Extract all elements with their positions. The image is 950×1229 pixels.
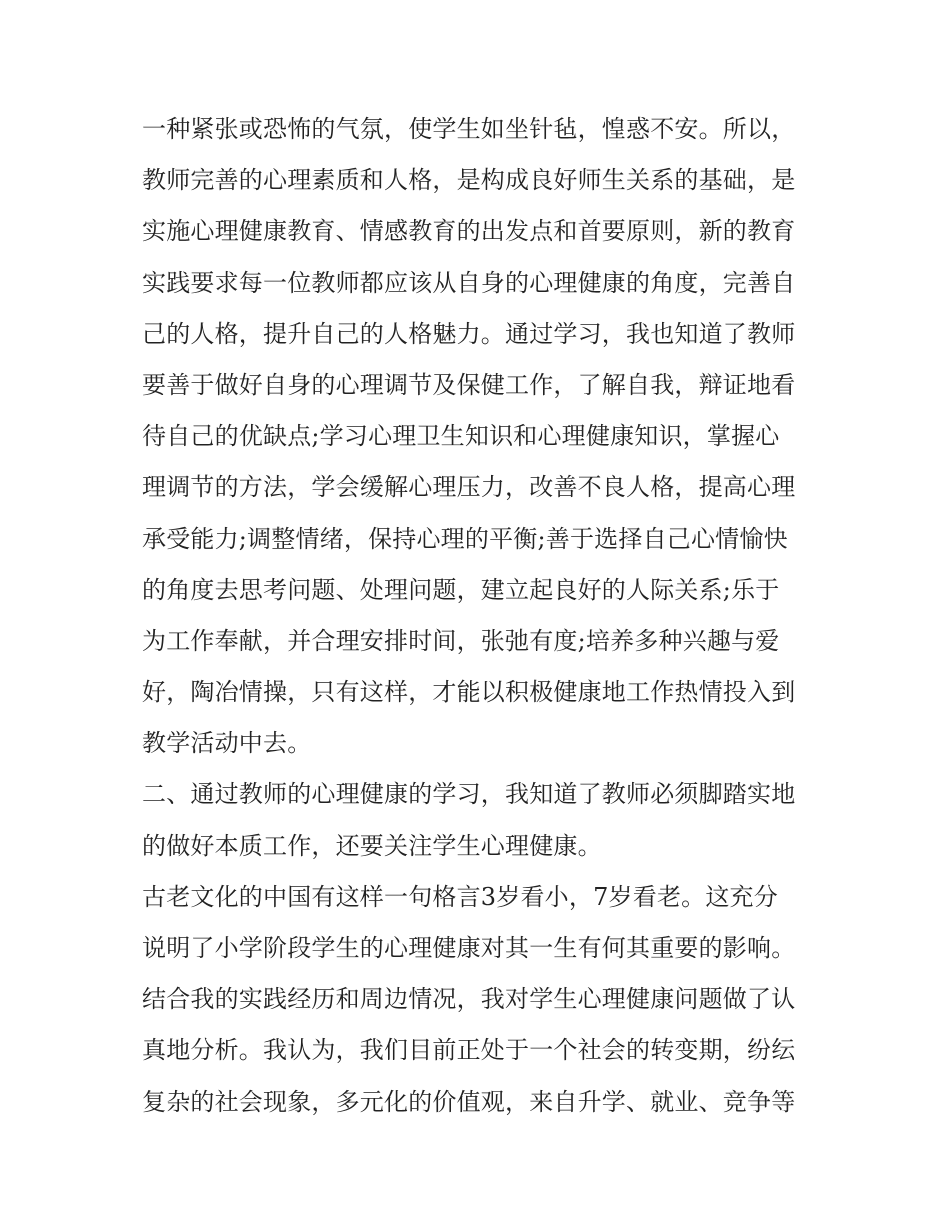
text-line: 理调节的方法，学会缓解心理压力，改善不良人格，提高心理 <box>142 473 796 502</box>
text-line: 教师完善的心理素质和人格，是构成良好师生关系的基础，是 <box>142 166 796 195</box>
text-line: 己的人格，提升自己的人格魅力。通过学习，我也知道了教师 <box>142 319 796 348</box>
text-line: 说明了小学阶段学生的心理健康对其一生有何其重要的影响。 <box>142 934 796 962</box>
text-line: 古老文化的中国有这样一句格言3岁看小，7岁看老。这充分 <box>142 882 778 911</box>
text-line: 好，陶冶情操，只有这样，才能以积极健康地工作热情投入到 <box>142 678 796 707</box>
text-line: 承受能力;调整情绪，保持心理的平衡;善于选择自己心情愉快 <box>142 524 788 553</box>
text-line: 真地分析。我认为，我们目前正处于一个社会的转变期，纷纭 <box>142 1036 796 1065</box>
text-line: 实践要求每一位教师都应该从自身的心理健康的角度，完善自 <box>142 268 796 297</box>
text-line: 的角度去思考问题、处理问题，建立起良好的人际关系;乐于 <box>142 575 780 604</box>
text-line: 实施心理健康教育、情感教育的出发点和首要原则，新的教育 <box>142 217 796 246</box>
text-line: 一种紧张或恐怖的气氛，使学生如坐针毡，惶惑不安。所以， <box>142 115 796 143</box>
text-line: 复杂的社会现象，多元化的价值观，来自升学、就业、竞争等 <box>142 1087 796 1116</box>
text-line: 待自己的优缺点;学习心理卫生知识和心理健康知识，掌握心 <box>142 422 780 451</box>
text-line: 要善于做好自身的心理调节及保健工作，了解自我，辩证地看 <box>142 370 796 399</box>
text-line: 二、通过教师的心理健康的学习，我知道了教师必须脚踏实地 <box>142 780 796 809</box>
body-text <box>142 104 822 1128</box>
text-line: 结合我的实践经历和周边情况，我对学生心理健康问题做了认 <box>142 985 796 1014</box>
text-line: 教学活动中去。 <box>142 729 312 758</box>
text-line: 为工作奉献，并合理安排时间，张弛有度;培养多种兴趣与爱 <box>142 626 780 655</box>
text-line: 的做好本质工作，还要关注学生心理健康。 <box>142 831 602 860</box>
